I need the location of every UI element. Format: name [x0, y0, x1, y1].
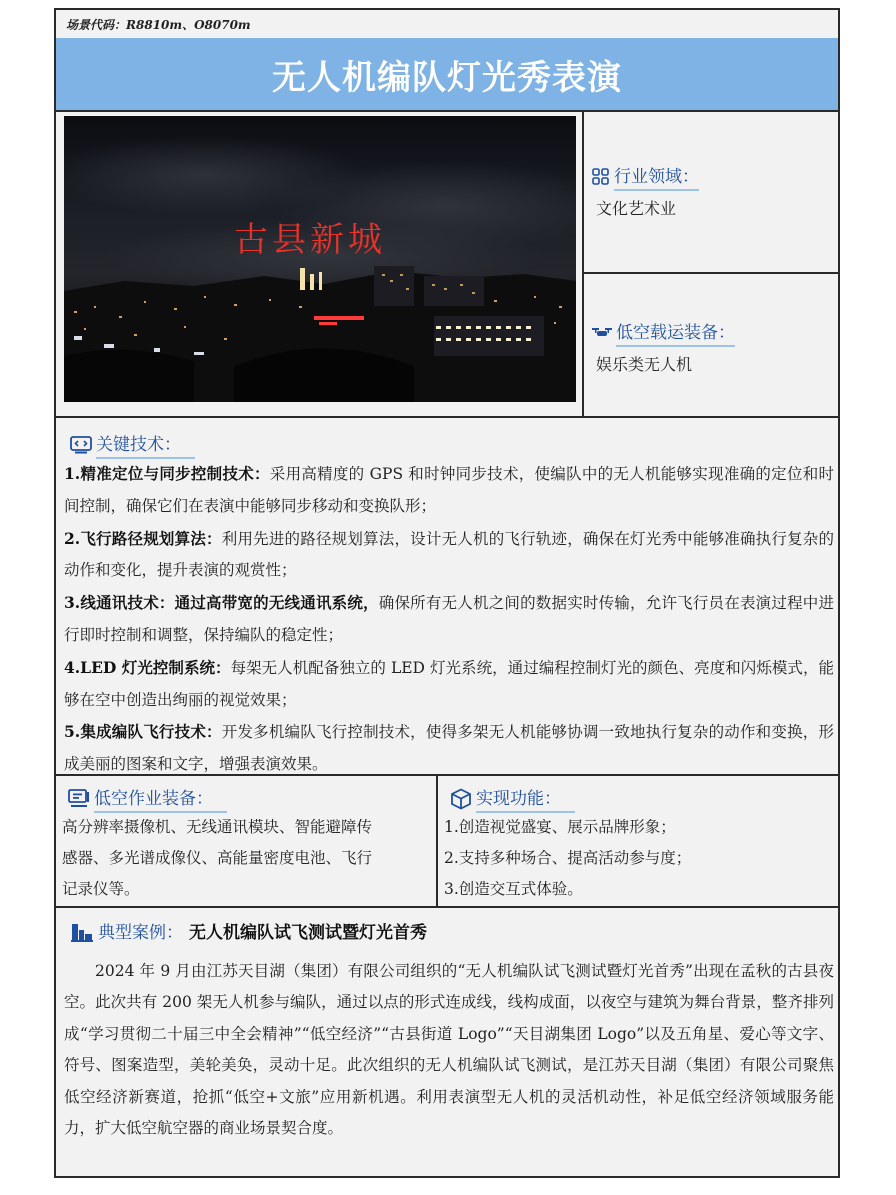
tech-item: 2.飞行路径规划算法：利用先进的路径规划算法，设计无人机的飞行轨迹，确保在灯光秀中能够准确执行复杂的动作和变化，提升表演的观赏性；	[64, 528, 834, 580]
grid-icon	[592, 168, 610, 186]
scene-code: 场景代码：R8810m、O8070m	[66, 18, 251, 32]
key-technology-heading: 关键技术：	[70, 430, 195, 459]
page-title: 无人机编队灯光秀表演	[272, 57, 622, 98]
tech-item: 1.精准定位与同步控制技术：采用高精度的 GPS 和时钟同步技术，使编队中的无人机能够实现准确的定位和时间控制，确保它们在表演中能够同步移动和变换队形；	[64, 464, 834, 515]
typical-case-heading: 典型案例： 无人机编队试飞测试暨灯光首秀	[70, 918, 427, 943]
monitor-icon	[68, 789, 90, 809]
document-sheet	[54, 8, 840, 1178]
carrier-equipment-value: 娱乐类无人机	[596, 355, 693, 374]
work-equipment-text: 高分辨率摄像机、无线通讯模块、智能避障传 感器、多光谱成像仪、高能量密度电池、飞行 记录仪等。	[62, 818, 373, 898]
industry-heading: 行业领域：	[592, 162, 699, 191]
night-cityscape-image	[64, 116, 576, 402]
functions-heading: 实现功能：	[450, 784, 575, 813]
carrier-equipment-cell	[584, 274, 838, 418]
carrier-equipment-heading: 低空载运装备：	[592, 318, 735, 347]
night-drone-show-photo	[64, 116, 576, 402]
work-equipment-heading: 低空作业装备：	[68, 784, 227, 813]
drone-icon	[592, 326, 612, 340]
tech-item: 5.集成编队飞行技术：开发多机编队飞行控制技术，使得多架无人机能够协调一致地执行复杂的动作和变换，形成美丽的图案和文字，增强表演效果。	[64, 722, 834, 774]
scene-code-row	[56, 10, 838, 39]
code-screen-icon	[70, 436, 92, 454]
functions-section	[438, 776, 838, 908]
case-title: 无人机编队试飞测试暨灯光首秀	[189, 923, 427, 943]
industry-value: 文化艺术业	[596, 199, 677, 218]
cube-icon	[450, 788, 472, 810]
industry-cell	[584, 110, 838, 274]
person-desk-icon	[70, 920, 94, 942]
tech-item: 4.LED 灯光控制系统：每架无人机配备独立的 LED 灯光系统，通过编程控制灯光的颜色、亮度和闪烁模式，能够在空中创造出绚丽的视觉效果；	[64, 657, 834, 709]
key-technology-section	[56, 418, 838, 776]
drone-formation-text: 古县新城	[234, 220, 386, 260]
work-equipment-section	[56, 776, 438, 908]
case-body: 2024 年 9 月由江苏天目湖（集团）有限公司组织的“无人机编队试飞测试暨灯光首秀”出现在孟秋的古县夜空。此次共有 200 架无人机参与编队，通过以点的形式连成线，线构成面，以夜空与建筑为舞台背景，整齐排列成“学习贯彻二十届三中全会精神”“低空经济”“古县街道 Logo”“天目湖集团 Logo”以及五角星、爱心等文字、符号、图案造型，美轮美奂，灵动十足。此次组织的无人机编队试飞测试，是江苏天目湖（集团）有限公司聚焦低空经济新赛道，抢抓“低空+文旅”应用新机遇。利用表演型无人机的灵活机动性，补足低空经济领域服务能力，扩大低空航空器的商业场景契合度。	[64, 962, 834, 1138]
key-technology-list	[64, 458, 834, 781]
tech-item: 3.线通讯技术：通过高带宽的无线通讯系统，确保所有无人机之间的数据实时传输，允许飞行员在表演过程中进行即时控制和调整，保持编队的稳定性；	[64, 593, 834, 644]
title-banner	[56, 38, 838, 112]
functions-text: 1.创造视觉盛宴、展示品牌形象； 2.支持多种场合、提高活动参与度； 3.创造交互式体验。	[444, 818, 692, 898]
photo-cell	[56, 110, 584, 418]
typical-case-section	[56, 908, 838, 1176]
